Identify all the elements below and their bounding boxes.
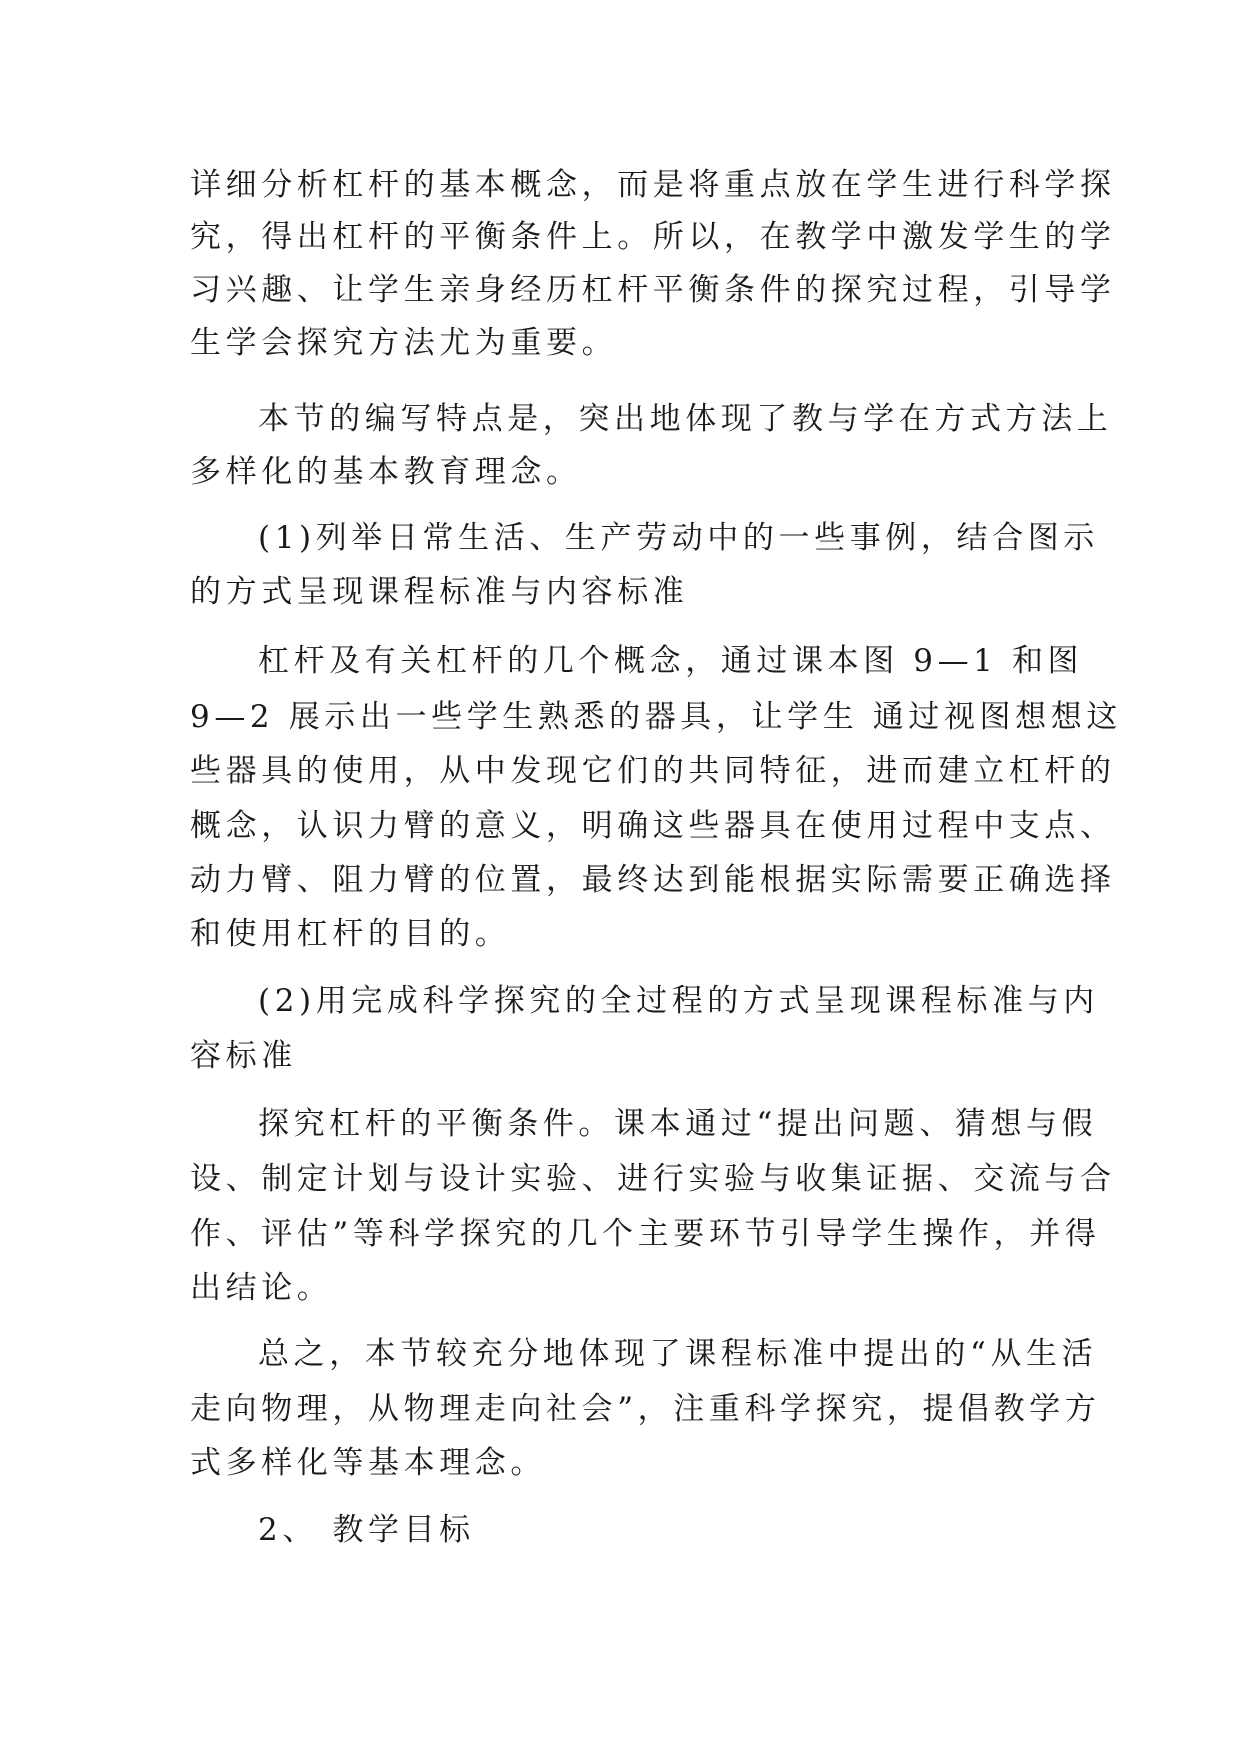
text-line-21: 总之，本节较充分地体现了课程标准中提出的“从生活 [258,1336,1098,1372]
text-line-15: (2)用完成科学探究的全过程的方式呈现课程标准与内 [258,983,1099,1019]
text-line-9: 杠杆及有关杠杆的几个概念，通过课本图 9—1 和图 [258,643,1084,679]
text-line-5: 本节的编写特点是，突出地体现了教与学在方式方法上 [258,401,1113,437]
text-line-11: 些器具的使用，从中发现它们的共同特征，进而建立杠杆的 [190,753,1116,789]
text-line-20: 出结论。 [190,1270,333,1306]
text-line-18: 设、制定计划与设计实验、进行实验与收集证据、交流与合 [190,1161,1116,1197]
text-line-7: (1)列举日常生活、生产劳动中的一些事例，结合图示 [258,520,1099,556]
text-line-22: 走向物理，从物理走向社会”，注重科学探究，提倡教学方 [190,1391,1101,1427]
text-line-13: 动力臂、阻力臂的位置，最终达到能根据实际需要正确选择 [190,862,1116,898]
text-line-4: 生学会探究方法尤为重要。 [190,325,618,361]
text-line-23: 式多样化等基本理念。 [190,1445,546,1481]
section-heading: 2、 教学目标 [258,1512,475,1548]
text-line-12: 概念，认识力臂的意义，明确这些器具在使用过程中支点、 [190,808,1116,844]
text-line-2: 究，得出杠杆的平衡条件上。所以，在教学中激发学生的学 [190,219,1116,255]
text-line-3: 习兴趣、让学生亲身经历杠杆平衡条件的探究过程，引导学 [190,272,1116,308]
text-line-14: 和使用杠杆的目的。 [190,916,511,952]
text-line-8: 的方式呈现课程标准与内容标准 [190,574,689,610]
text-line-16: 容标准 [190,1038,297,1074]
text-line-1: 详细分析杠杆的基本概念，而是将重点放在学生进行科学探 [190,167,1116,203]
text-line-19: 作、评估”等科学探究的几个主要环节引导学生操作，并得 [190,1216,1101,1252]
text-line-17: 探究杠杆的平衡条件。课本通过“提出问题、猜想与假 [258,1106,1098,1142]
text-line-10: 9—2 展示出一些学生熟悉的器具，让学生 通过视图想想这 [190,699,1122,735]
text-line-6: 多样化的基本教育理念。 [190,454,582,490]
